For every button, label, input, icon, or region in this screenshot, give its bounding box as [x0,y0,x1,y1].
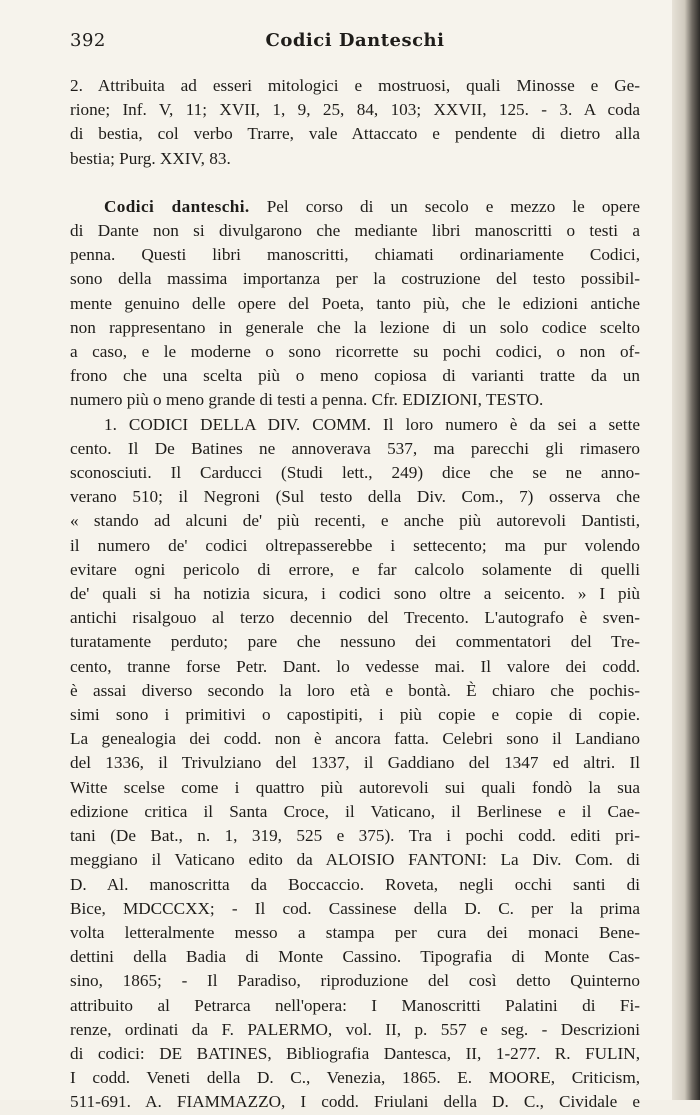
text-line: simi sono i primitivi o capostipiti, i più copie e copie di copie. [70,705,640,725]
text-line: frono che una scelta più o meno copiosa di varianti tratte da un [70,366,640,386]
text-line: de' quali si ha notizia sicura, i codici sono oltre a seicento. » I più [70,584,640,604]
text-line: rione; Inf. V, 11; XVII, 1, 9, 25, 84, 103; XXVII, 125. - 3. A coda [70,100,640,120]
text-line: verano 510; il Negroni (Sul testo della Div. Com., 7) osserva che [70,487,640,507]
page-number: 392 [70,30,106,51]
text-line: di bestia, col verbo Trarre, vale Attaccato e pendente di dietro alla [70,124,640,144]
text-line: 2. Attribuita ad esseri mitologici e mostruosi, quali Minosse e Ge- [70,76,640,95]
text-line: è assai diverso secondo la loro età e bontà. È chiaro che pochis- [70,680,640,700]
text-line: cento. Il De Batines ne annoverava 537, ma parecchi gli rimasero [70,438,640,458]
text-line: Bice, MDCCCXX; - Il cod. Cassinese della D. C. per la prima [70,898,640,918]
text-line: il numero de' codici oltrepasserebbe i settecento; ma pur volendo [70,535,640,555]
text-line: Witte scelse come i quattro più autorevoli sui quali fondò la sua [70,777,640,797]
text-line: meggiano il Vaticano edito da ALOISIO FANTONI: La Div. Com. di [70,850,640,870]
text-line: sono della massima importanza per la costruzione del testo possibil- [70,269,640,289]
text-line: Pel corso di un secolo e mezzo le opere [266,196,640,216]
text-line: edizione critica il Santa Croce, il Vaticano, il Berlinese e il Cae- [70,801,640,821]
entry-headword: Codici danteschi. [104,196,250,216]
text-line: antichi risalgouo al terzo decennio del Trecento. L'autografo è sven- [70,608,640,628]
text-line: di codici: DE BATINES, Bibliografia Dantesca, II, 1-277. R. FULIN, [70,1043,640,1063]
text-line: « stando ad alcuni de' più recenti, e anche più autorevoli Dantisti, [70,511,640,531]
text-line: del 1336, il Trivulziano del 1337, il Gaddiano del 1347 ed altri. Il [70,753,640,773]
text-line: La genealogia dei codd. non è ancora fatta. Celebri sono il Landiano [70,729,640,749]
text-line: tani (De Bat., n. 1, 319, 525 e 375). Tra i pochi codd. editi pri- [70,826,640,846]
text-line: D. Al. manoscritta da Boccaccio. Roveta, negli occhi santi di [70,874,640,894]
text-line: numero più o meno grande di testi a penna. Cfr. EDIZIONI, TESTO. [70,390,544,410]
text-line: renze, ordinati da F. PALERMO, vol. II, p. 557 e seg. - Descrizioni [70,1019,640,1039]
text-line: attribuito al Petrarca nell'opera: I Manoscritti Palatini di Fi- [70,995,640,1015]
text-line: mente genuino delle opere del Poeta, tanto più, che le edizioni antiche [70,293,640,313]
paragraph-gap [70,171,640,195]
text-line: bestia; Purg. XXIV, 83. [70,148,231,168]
entry-first-line [70,195,640,219]
entry-codici-danteschi [70,195,640,1115]
text-line: turatamente perduto; pare che nessuno dei commentatori del Tre- [70,632,640,652]
text-line: dettini della Badia di Monte Cassino. Tipografia di Monte Cas- [70,947,640,967]
page-body [70,74,640,1115]
text-line: a caso, e le moderne o sono ricorrette su pochi codici, o non of- [70,342,640,362]
text-line: 511-691. A. FIAMMAZZO, I codd. Friulani della D. C., Cividale e [70,1092,640,1112]
section-1-first-line: 1. CODICI DELLA DIV. COMM. Il loro numero è da sei a sette [104,414,640,434]
text-line: di Dante non si divulgarono che mediante libri manoscritti o testi a [70,221,640,241]
text-line: I codd. Veneti della D. C., Venezia, 1865. E. MOORE, Criticism, [70,1068,640,1088]
running-title: Codici Danteschi [265,30,445,51]
text-line: sconosciuti. Il Carducci (Studi lett., 249) dice che se ne anno- [70,463,640,483]
text-line: cento, tranne forse Petr. Dant. lo vedesse mai. Il valore dei codd. [70,656,640,676]
previous-entry-continuation [70,74,640,171]
text-line: penna. Questi libri manoscritti, chiamati ordinariamente Codici, [70,245,640,265]
text-line: evitare ogni pericolo di errore, e far calcolo solamente di quelli [70,559,640,579]
text-line: sino, 1865; - Il Paradiso, riproduzione del così detto Quinterno [70,971,640,991]
text-line: volta letteralmente messo a stampa per cura dei monaci Bene- [70,922,640,942]
text-line: non rappresentano in generale che la lezione di un solo codice scelto [70,317,640,337]
book-spine-edge [672,0,700,1100]
page-header [70,24,640,56]
